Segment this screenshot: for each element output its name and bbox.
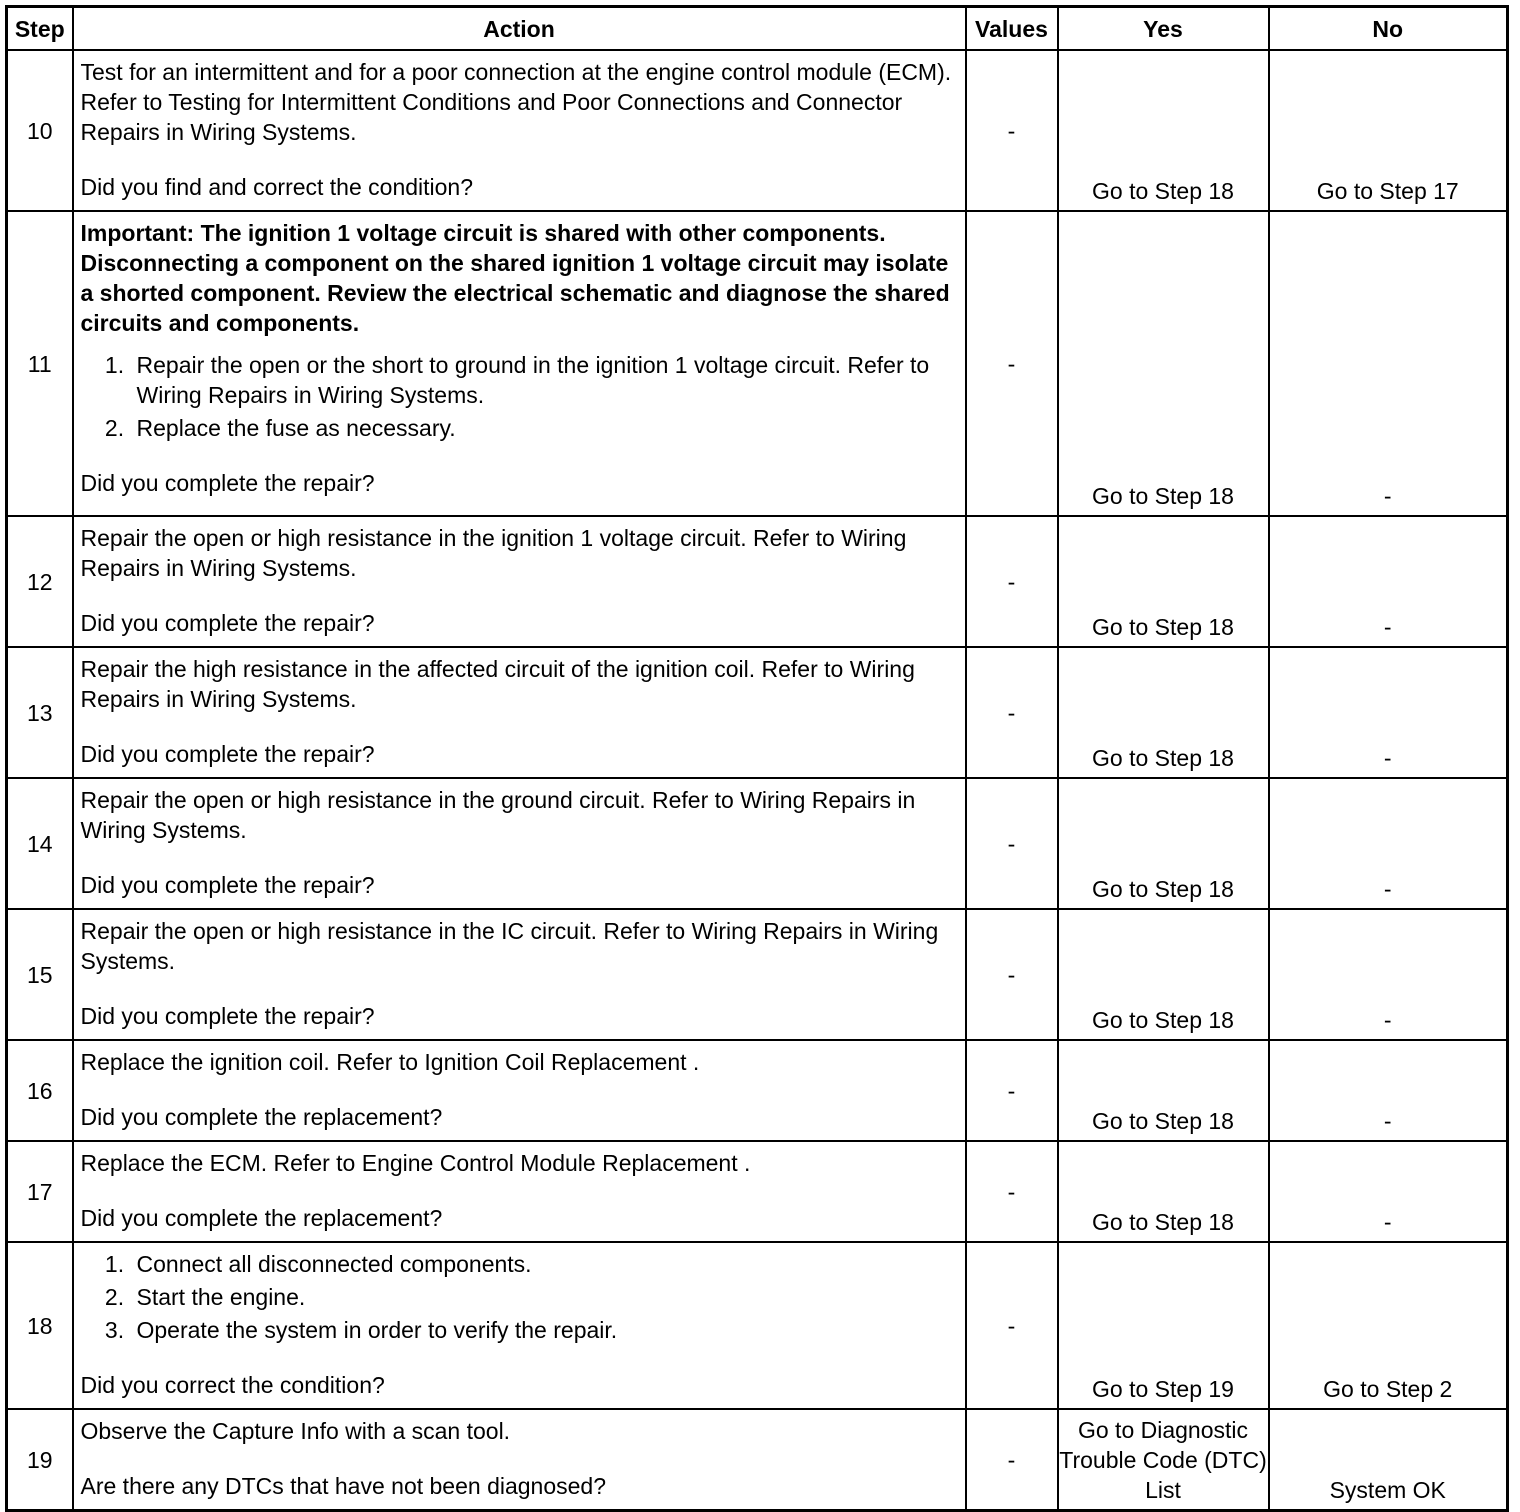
yes-result: Go to Step 18 (1058, 1040, 1269, 1141)
no-result: - (1269, 1040, 1508, 1141)
table-row (7, 1040, 1508, 1141)
values-cell: - (966, 1409, 1058, 1511)
values-cell: - (966, 778, 1058, 909)
action-cell (73, 647, 966, 778)
no-result: - (1269, 778, 1508, 909)
header-values: Values (966, 7, 1058, 51)
action-steps-list (81, 1249, 957, 1345)
table-row (7, 909, 1508, 1040)
yes-result: Go to Step 18 (1058, 50, 1269, 211)
table-row (7, 1141, 1508, 1242)
action-text: Replace the ignition coil. Refer to Ignition Coil Replacement . (80, 1049, 700, 1075)
action-cell (73, 778, 966, 909)
action-question: Did you complete the repair? (80, 1003, 375, 1029)
yes-result: Go to Step 18 (1058, 909, 1269, 1040)
step-number: 14 (7, 778, 73, 909)
yes-result: Go to Step 19 (1058, 1242, 1269, 1409)
table-row (7, 778, 1508, 909)
action-question: Did you complete the repair? (80, 872, 375, 898)
no-result: Go to Step 17 (1269, 50, 1508, 211)
action-cell (73, 50, 966, 211)
table-row (7, 211, 1508, 516)
header-yes: Yes (1058, 7, 1269, 51)
step-number: 16 (7, 1040, 73, 1141)
action-cell (73, 211, 966, 516)
table-row (7, 1409, 1508, 1511)
action-question: Did you complete the repair? (80, 610, 375, 636)
yes-result: Go to Step 18 (1058, 516, 1269, 647)
step-number: 15 (7, 909, 73, 1040)
step-number: 17 (7, 1141, 73, 1242)
table-body (7, 50, 1508, 1511)
important-note: Important: The ignition 1 voltage circuit is shared with other components. Disconnecting a component on the shared ignition 1 voltage circuit may isolate a shorted component. Review the electrical schematic and diagnose the shared circuits and components. (80, 220, 950, 336)
action-text: Repair the open or high resistance in the ground circuit. Refer to Wiring Repairs in Wiring Systems. (80, 787, 916, 843)
values-cell: - (966, 50, 1058, 211)
header-step: Step (7, 7, 73, 51)
values-cell: - (966, 516, 1058, 647)
action-text: Repair the open or high resistance in the IC circuit. Refer to Wiring Repairs in Wiring Systems. (80, 918, 939, 974)
action-question: Did you find and correct the condition? (80, 174, 474, 200)
action-cell (73, 1141, 966, 1242)
action-step-item: 1. Repair the open or the short to ground in the ignition 1 voltage circuit. Refer to Wiring Repairs in Wiring Systems. (131, 350, 957, 410)
action-question: Are there any DTCs that have not been diagnosed? (80, 1473, 607, 1499)
table-row (7, 647, 1508, 778)
action-question: Did you complete the repair? (80, 741, 375, 767)
action-question: Did you complete the repair? (80, 470, 375, 496)
no-result: - (1269, 1141, 1508, 1242)
no-result: System OK (1269, 1409, 1508, 1511)
header-no: No (1269, 7, 1508, 51)
step-number: 11 (7, 211, 73, 516)
table-row (7, 1242, 1508, 1409)
action-cell (73, 1040, 966, 1141)
action-step-item: 2. Start the engine. (131, 1282, 957, 1312)
no-result: Go to Step 2 (1269, 1242, 1508, 1409)
header-row (7, 7, 1508, 51)
action-cell (73, 1409, 966, 1511)
diagnostic-table (5, 5, 1509, 1512)
values-cell: - (966, 211, 1058, 516)
action-text: Replace the ECM. Refer to Engine Control Module Replacement . (80, 1150, 751, 1176)
values-cell: - (966, 1040, 1058, 1141)
yes-result: Go to Step 18 (1058, 1141, 1269, 1242)
action-question: Did you correct the condition? (80, 1372, 385, 1398)
action-cell (73, 1242, 966, 1409)
action-steps-list (81, 350, 957, 443)
no-result: - (1269, 647, 1508, 778)
no-result: - (1269, 211, 1508, 516)
yes-result: Go to Step 18 (1058, 211, 1269, 516)
values-cell: - (966, 909, 1058, 1040)
action-text: Repair the open or high resistance in the ignition 1 voltage circuit. Refer to Wiring Repairs in Wiring Systems. (80, 525, 907, 581)
no-result: - (1269, 909, 1508, 1040)
step-number: 13 (7, 647, 73, 778)
action-step-item: 2. Replace the fuse as necessary. (131, 413, 957, 443)
header-action: Action (73, 7, 966, 51)
table-row (7, 516, 1508, 647)
action-text: Repair the high resistance in the affected circuit of the ignition coil. Refer to Wiring Repairs in Wiring Systems. (80, 656, 915, 712)
step-number: 10 (7, 50, 73, 211)
values-cell: - (966, 647, 1058, 778)
action-text: Observe the Capture Info with a scan tool. (80, 1418, 511, 1444)
action-text: Test for an intermittent and for a poor connection at the engine control module (ECM). Refer to Testing for Intermittent Conditions and Poor Connections and Connector Repairs in Wiring Systems. (80, 59, 952, 145)
values-cell: - (966, 1141, 1058, 1242)
action-cell (73, 516, 966, 647)
action-cell (73, 909, 966, 1040)
yes-result: Go to Diagnostic Trouble Code (DTC) List (1058, 1409, 1269, 1511)
action-step-item: 3. Operate the system in order to verify the repair. (131, 1315, 957, 1345)
step-number: 19 (7, 1409, 73, 1511)
values-cell: - (966, 1242, 1058, 1409)
action-question: Did you complete the replacement? (80, 1205, 443, 1231)
yes-result: Go to Step 18 (1058, 778, 1269, 909)
step-number: 18 (7, 1242, 73, 1409)
no-result: - (1269, 516, 1508, 647)
action-question: Did you complete the replacement? (80, 1104, 443, 1130)
table-row (7, 50, 1508, 211)
action-step-item: 1. Connect all disconnected components. (131, 1249, 957, 1279)
yes-result: Go to Step 18 (1058, 647, 1269, 778)
step-number: 12 (7, 516, 73, 647)
